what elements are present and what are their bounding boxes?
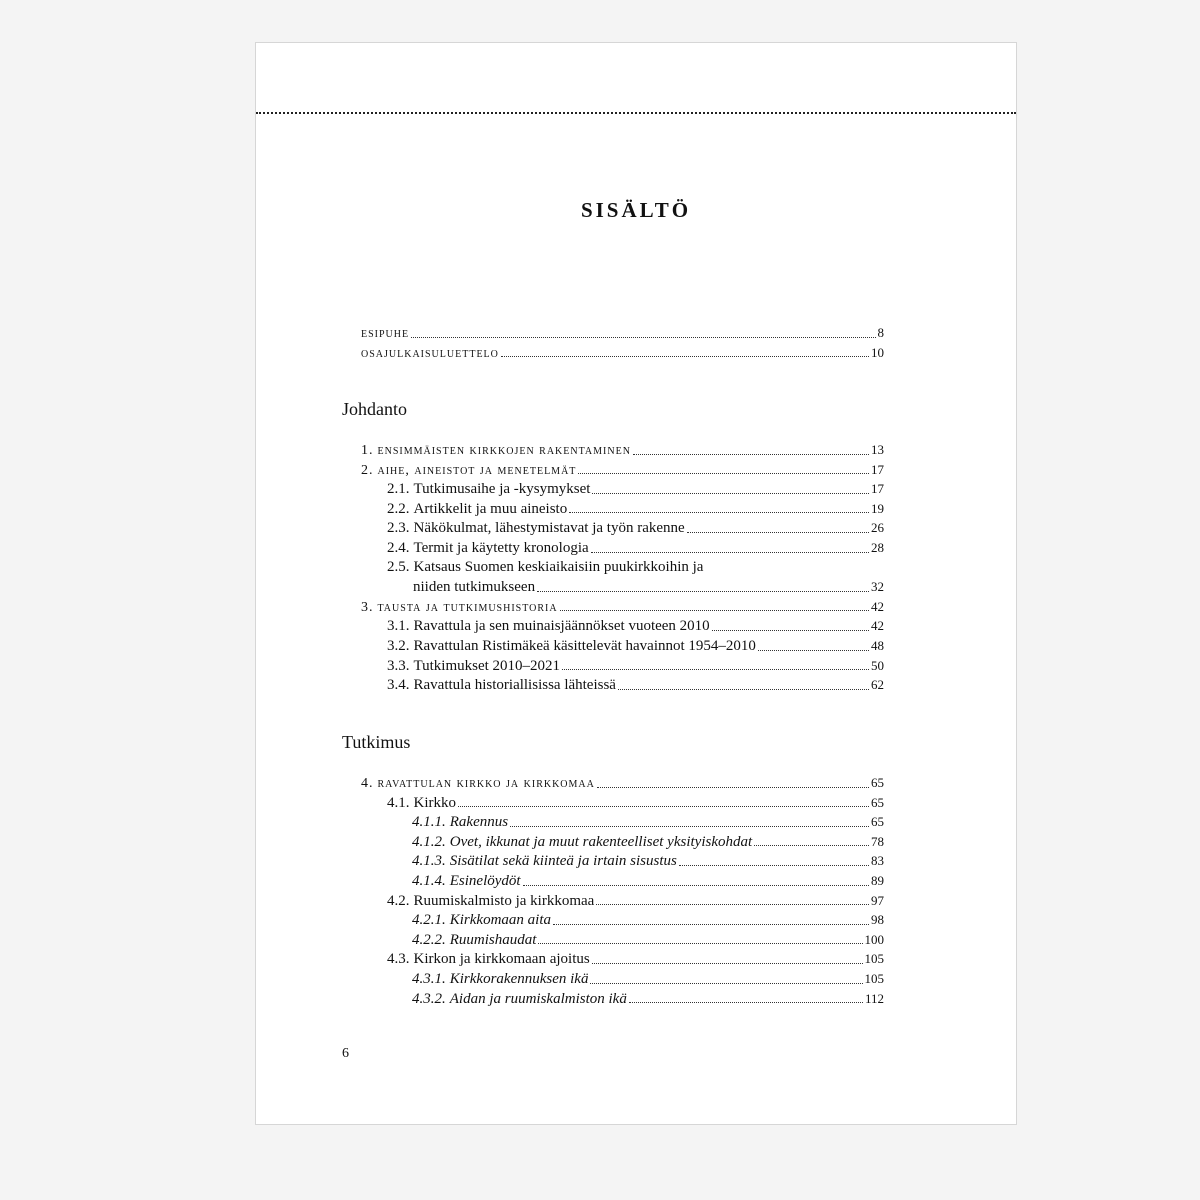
toc-entry[interactable] xyxy=(342,343,884,363)
leader-dots xyxy=(553,923,869,925)
toc-entry-label: 4.2.2. Ruumishaudat xyxy=(412,931,537,948)
toc-entry-page: 98 xyxy=(871,912,884,928)
toc-entry-label: 4.2.1. Kirkkomaan aita xyxy=(412,912,551,929)
toc-entry-label: 4.1.2. Ovet, ikkunat ja muut rakenteelliset yksityiskohdat xyxy=(412,833,753,850)
toc-entry-page: 50 xyxy=(871,657,884,673)
toc-entry[interactable] xyxy=(342,793,884,813)
leader-dots xyxy=(411,336,875,338)
toc-entry[interactable] xyxy=(342,910,884,930)
toc-entry-page: 62 xyxy=(871,677,884,693)
toc-entry[interactable] xyxy=(342,871,884,891)
toc-entry-page: 97 xyxy=(871,892,884,908)
toc-entry-page: 89 xyxy=(871,872,884,888)
toc-entry-continuation[interactable] xyxy=(342,577,884,597)
toc-entry-page: 13 xyxy=(871,442,884,457)
toc-entry-page: 19 xyxy=(871,500,884,516)
toc-entry-page: 8 xyxy=(877,325,884,340)
toc-tutkimus xyxy=(342,773,884,1008)
leader-dots xyxy=(629,1001,863,1003)
toc-entry[interactable] xyxy=(342,891,884,911)
leader-dots xyxy=(458,805,869,807)
toc-entry-page: 42 xyxy=(871,598,884,614)
toc-entry-page: 10 xyxy=(871,344,884,360)
toc-entry-label: 4.3. Kirkon ja kirkkomaan ajoitus xyxy=(387,951,590,968)
toc-entry-label: 4.1. Kirkko xyxy=(387,794,456,811)
leader-dots xyxy=(590,982,862,984)
toc-entry-page: 105 xyxy=(864,951,884,967)
toc-entry[interactable] xyxy=(342,558,884,578)
toc-entry-page: 48 xyxy=(871,637,884,653)
toc-entry-label: 3.3. Tutkimukset 2010–2021 xyxy=(387,657,561,674)
toc-entry-label: esipuhe xyxy=(361,326,410,341)
toc-entry-page: 83 xyxy=(871,853,884,869)
leader-dots xyxy=(754,844,869,846)
toc-entry-label: 1. ensimmäisten kirkkojen rakentaminen xyxy=(361,443,631,458)
leader-dots xyxy=(501,355,869,357)
toc-entry-label: 3. tausta ja tutkimushistoria xyxy=(361,599,558,615)
leader-dots xyxy=(538,942,862,944)
toc-entry-label: 2.2. Artikkelit ja muu aineisto xyxy=(387,500,568,517)
toc-entry-label: 4. ravattulan kirkko ja kirkkomaa xyxy=(361,776,595,791)
toc-johdanto xyxy=(342,440,884,695)
toc-entry-page: 26 xyxy=(871,520,884,536)
toc-entry[interactable] xyxy=(342,518,884,538)
page-title: sisältö xyxy=(580,191,692,224)
toc-entry[interactable] xyxy=(342,323,884,343)
toc-entry[interactable] xyxy=(342,636,884,656)
toc-entry-page: 28 xyxy=(871,539,884,555)
toc-entry[interactable] xyxy=(342,851,884,871)
toc-entry[interactable] xyxy=(342,440,884,460)
leader-dots xyxy=(618,688,869,690)
leader-dots xyxy=(592,962,863,964)
toc-entry-label: 4.1.3. Sisätilat sekä kiinteä ja irtain sisustus xyxy=(412,853,677,870)
toc-entry-page: 112 xyxy=(864,990,884,1006)
toc-entry-page: 100 xyxy=(864,931,884,947)
toc-entry-page: 65 xyxy=(871,775,884,790)
toc-entry-label: 2.5. Katsaus Suomen keskiaikaisiin puukirkkoihin ja xyxy=(387,558,704,575)
toc-entry-page: 17 xyxy=(871,461,884,477)
leader-dots xyxy=(758,649,869,651)
toc-entry[interactable] xyxy=(342,773,884,793)
toc-entry-page: 65 xyxy=(871,794,884,810)
leader-dots xyxy=(560,609,869,611)
toc-entry-page: 32 xyxy=(871,579,884,595)
toc-entry[interactable] xyxy=(342,832,884,852)
leader-dots xyxy=(578,472,869,474)
toc-entry-label: osajulkaisuluettelo xyxy=(361,345,499,361)
header-rule xyxy=(256,112,1016,114)
leader-dots xyxy=(592,492,869,494)
toc-entry-page: 78 xyxy=(871,833,884,849)
toc-entry[interactable] xyxy=(342,656,884,676)
section-heading-tutkimus: Tutkimus xyxy=(342,732,411,752)
toc-entry-label: 3.4. Ravattula historiallisissa lähteissä xyxy=(387,677,616,694)
toc-entry-label: 2.4. Termit ja käytetty kronologia xyxy=(387,539,589,556)
toc-entry[interactable] xyxy=(342,479,884,499)
leader-dots xyxy=(562,668,869,670)
toc-entry-label: 4.3.1. Kirkkorakennuksen ikä xyxy=(412,970,589,987)
toc-entry[interactable] xyxy=(342,989,884,1009)
toc-entry-label: 2.3. Näkökulmat, lähestymistavat ja työn rakenne xyxy=(387,520,685,537)
leader-dots xyxy=(712,629,869,631)
toc-entry[interactable] xyxy=(342,616,884,636)
toc-entry-page: 17 xyxy=(871,481,884,497)
toc-entry[interactable] xyxy=(342,499,884,519)
toc-entry[interactable] xyxy=(342,538,884,558)
leader-dots xyxy=(633,453,869,455)
toc-front xyxy=(342,323,884,362)
toc-entry[interactable] xyxy=(342,930,884,950)
toc-entry-page: 65 xyxy=(871,814,884,830)
leader-dots xyxy=(537,590,869,592)
toc-entry[interactable] xyxy=(342,597,884,617)
leader-dots xyxy=(679,864,869,866)
document-page xyxy=(255,42,1017,1125)
toc-entry[interactable] xyxy=(342,675,884,695)
toc-entry-page: 105 xyxy=(864,970,884,986)
toc-entry-page: 42 xyxy=(871,618,884,634)
toc-entry-label: 4.1.4. Esinelöydöt xyxy=(412,872,521,889)
toc-entry-label: niiden tutkimukseen xyxy=(413,579,536,596)
toc-entry[interactable] xyxy=(342,949,884,969)
leader-dots xyxy=(591,551,869,553)
toc-entry-label: 4.2. Ruumiskalmisto ja kirkkomaa xyxy=(387,892,595,909)
page-number: 6 xyxy=(342,1046,349,1061)
toc-entry[interactable] xyxy=(342,460,884,480)
toc-entry-label: 2. aihe, aineistot ja menetelmät xyxy=(361,462,577,478)
toc-entry[interactable] xyxy=(342,812,884,832)
toc-entry-label: 4.3.2. Aidan ja ruumiskalmiston ikä xyxy=(412,990,627,1007)
leader-dots xyxy=(523,884,869,886)
toc-entry-label: 3.1. Ravattula ja sen muinaisjäännökset vuoteen 2010 xyxy=(387,618,710,635)
leader-dots xyxy=(687,531,869,533)
toc-entry-label: 3.2. Ravattulan Ristimäkeä käsittelevät havainnot 1954–2010 xyxy=(387,637,756,654)
toc-entry-label: 4.1.1. Rakennus xyxy=(412,814,509,831)
section-heading-johdanto: Johdanto xyxy=(342,399,407,419)
toc-entry-label: 2.1. Tutkimusaihe ja -kysymykset xyxy=(387,481,591,498)
toc-entry[interactable] xyxy=(342,969,884,989)
leader-dots xyxy=(510,825,869,827)
leader-dots xyxy=(597,786,869,788)
leader-dots xyxy=(596,903,869,905)
leader-dots xyxy=(569,511,869,513)
